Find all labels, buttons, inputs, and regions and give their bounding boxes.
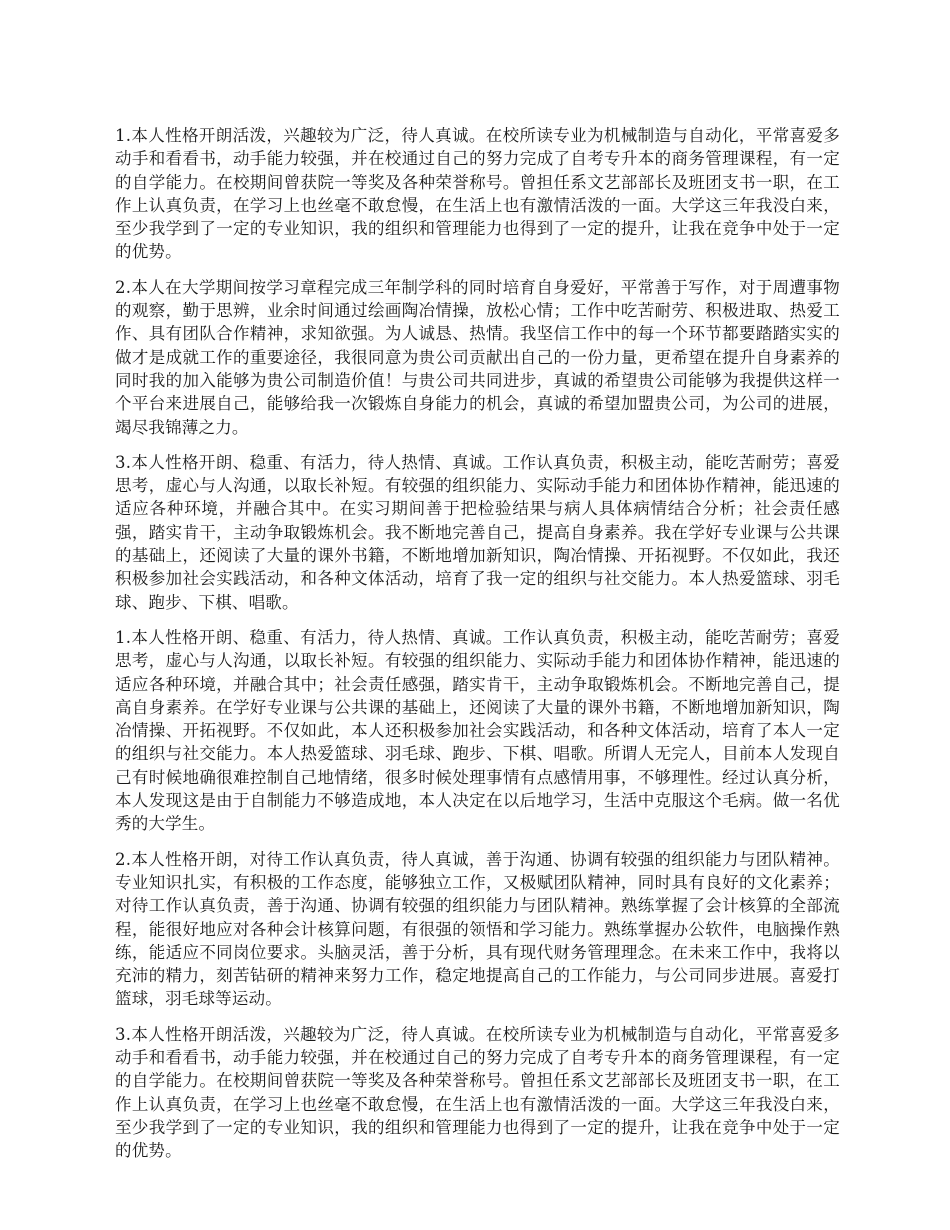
- document-page: [115, 124, 840, 1174]
- paragraph-2: 2.本人在大学期间按学习章程完成三年制学科的同时培育自身爱好，平常善于写作，对于周遭事物的观察，勤于思辨，业余时间通过绘画陶冶情操，放松心情；工作中吃苦耐劳、积极进取、热爱工作、具有团队合作精神，求知欲强。为人诚恳、热情。我坚信工作中的每一个环节都要踏踏实实的做才是成就工作的重要途径，我很同意为贵公司贡献出自己的一份力量，更希望在提升自身素养的同时我的加入能够为贵公司制造价值！与贵公司共同进步，真诚的希望贵公司能够为我提供这样一个平台来进展自己，能够给我一次锻炼自身能力的机会，真诚的希望加盟贵公司，为公司的进展，竭尽我锦薄之力。: [115, 277, 840, 437]
- paragraph-1: 1.本人性格开朗活泼，兴趣较为广泛，待人真诚。在校所读专业为机械制造与自动化，平常喜爱多动手和看看书，动手能力较强，并在校通过自己的努力完成了自考专升本的商务管理课程，有一定的自学能力。在校期间曾获院一等奖及各种荣誉称号。曾担任系文艺部部长及班团支书一职，在工作上认真负责，在学习上也丝毫不敢怠慢，在生活上也有激情活泼的一面。大学这三年我没白来，至少我学到了一定的专业知识，我的组织和管理能力也得到了一定的提升，让我在竞争中处于一定的优势。: [115, 126, 840, 262]
- paragraph-4: 1.本人性格开朗、稳重、有活力，待人热情、真诚。工作认真负责，积极主动，能吃苦耐劳；喜爱思考，虚心与人沟通，以取长补短。有较强的组织能力、实际动手能力和团体协作精神，能迅速的适应各种环境，并融合其中；社会责任感强，踏实肯干，主动争取锻炼机会。不断地完善自己，提高自身素养。在学好专业课与公共课的基础上，还阅读了大量的课外书籍，不断地增加新知识，陶冶情操、开拓视野。不仅如此，本人还积极参加社会实践活动，和各种文体活动，培育了本人一定的组织与社交能力。本人热爱篮球、羽毛球、跑步、下棋、唱歌。所谓人无完人，目前本人发现自己有时候地确很难控制自己地情绪，很多时候处理事情有点感情用事，不够理性。经过认真分析，本人发现这是由于自制能力不够造成地，本人决定在以后地学习，生活中克服这个毛病。做一名优秀的大学生。: [115, 627, 840, 834]
- paragraph-3: 3.本人性格开朗、稳重、有活力，待人热情、真诚。工作认真负责，积极主动，能吃苦耐劳；喜爱思考，虚心与人沟通，以取长补短。有较强的组织能力、实际动手能力和团体协作精神，能迅速的适应各种环境，并融合其中。在实习期间善于把检验结果与病人具体病情结合分析；社会责任感强，踏实肯干，主动争取锻炼机会。我不断地完善自己，提高自身素养。我在学好专业课与公共课的基础上，还阅读了大量的课外书籍，不断地增加新知识，陶冶情操、开拓视野。不仅如此，我还积极参加社会实践活动，和各种文体活动，培育了我一定的组织与社交能力。本人热爱篮球、羽毛球、跑步、下棋、唱歌。: [115, 452, 840, 612]
- paragraph-5: 2.本人性格开朗，对待工作认真负责，待人真诚，善于沟通、协调有较强的组织能力与团队精神。专业知识扎实，有积极的工作态度，能够独立工作，又极赋团队精神，同时具有良好的文化素养；对待工作认真负责，善于沟通、协调有较强的组织能力与团队精神。熟练掌握了会计核算的全部流程，能很好地应对各种会计核算问题，有很强的领悟和学习能力。熟练掌握办公软件，电脑操作熟练，能适应不同岗位要求。头脑灵活，善于分析，具有现代财务管理理念。在未来工作中，我将以充沛的精力，刻苦钻研的精神来努力工作，稳定地提高自己的工作能力，与公司同步进展。喜爱打篮球，羽毛球等运动。: [115, 849, 840, 1009]
- paragraph-6: 3.本人性格开朗活泼，兴趣较为广泛，待人真诚。在校所读专业为机械制造与自动化，平常喜爱多动手和看看书，动手能力较强，并在校通过自己的努力完成了自考专升本的商务管理课程，有一定的自学能力。在校期间曾获院一等奖及各种荣誉称号。曾担任系文艺部部长及班团支书一职，在工作上认真负责，在学习上也丝毫不敢怠慢，在生活上也有激情活泼的一面。大学这三年我没白来，至少我学到了一定的专业知识，我的组织和管理能力也得到了一定的提升，让我在竞争中处于一定的优势。: [115, 1024, 840, 1161]
